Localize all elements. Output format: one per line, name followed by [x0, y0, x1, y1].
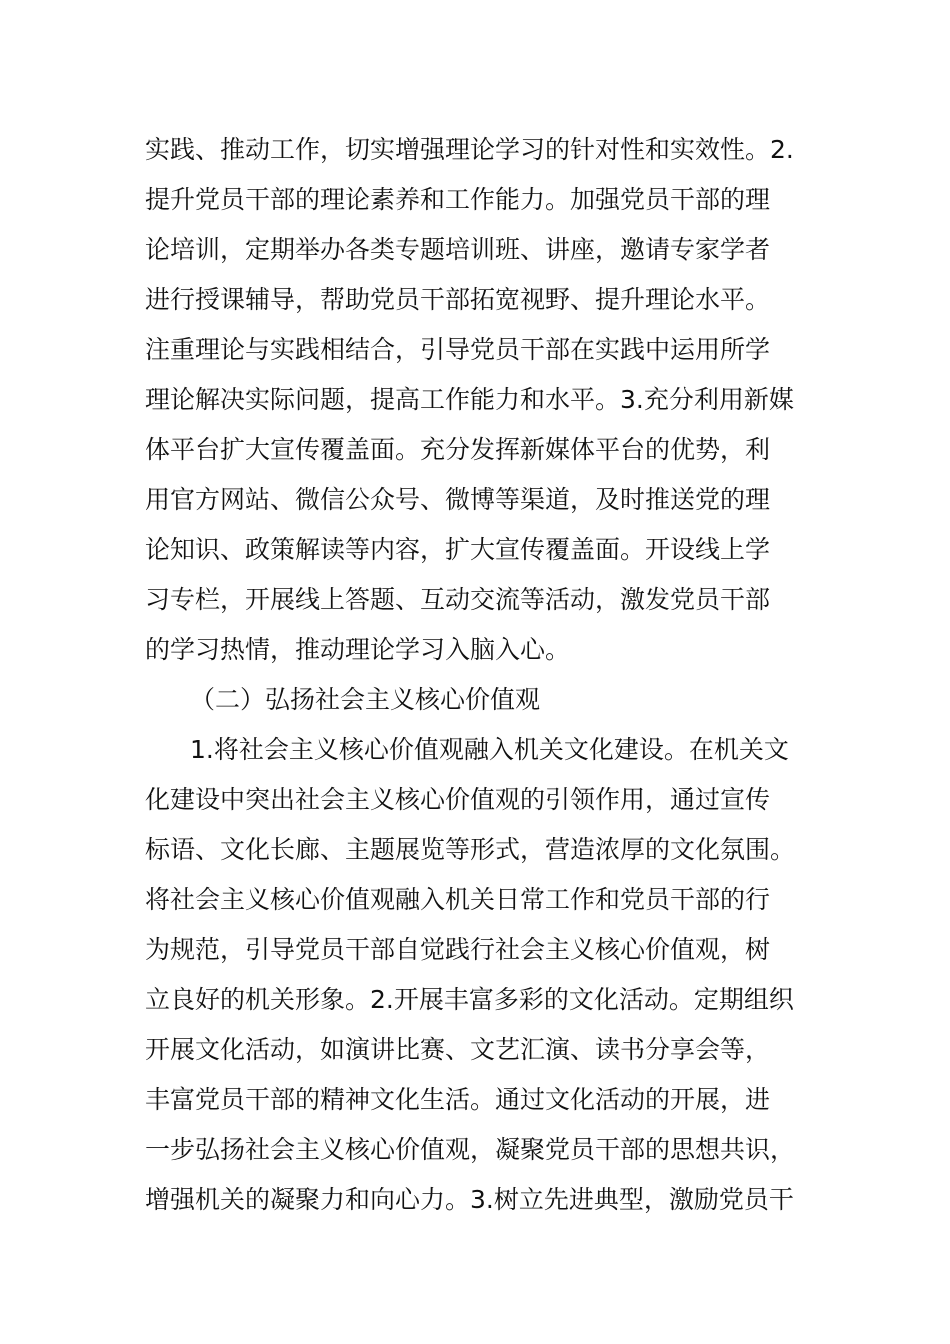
- text-line: 习专栏，开展线上答题、互动交流等活动，激发党员干部: [145, 585, 771, 614]
- text-line: 注重理论与实践相结合，引导党员干部在实践中运用所学: [145, 335, 771, 364]
- text-line: 实践、推动工作，切实增强理论学习的针对性和实效性。2.: [145, 135, 794, 164]
- text-line: 进行授课辅导，帮助党员干部拓宽视野、提升理论水平。: [145, 285, 771, 314]
- text-line: 丰富党员干部的精神文化生活。通过文化活动的开展，进: [145, 1085, 771, 1114]
- text-line: 论培训，定期举办各类专题培训班、讲座，邀请专家学者: [145, 235, 771, 264]
- text-line: 将社会主义核心价值观融入机关日常工作和党员干部的行: [145, 885, 771, 914]
- text-line: 立良好的机关形象。2.开展丰富多彩的文化活动。定期组织: [145, 985, 794, 1014]
- text-line: 用官方网站、微信公众号、微博等渠道，及时推送党的理: [145, 485, 771, 514]
- text-line: 标语、文化长廊、主题展览等形式，营造浓厚的文化氛围。: [145, 835, 796, 864]
- text-line: 提升党员干部的理论素养和工作能力。加强党员干部的理: [145, 185, 771, 214]
- body-text: [145, 125, 815, 1225]
- text-line: 一步弘扬社会主义核心价值观，凝聚党员干部的思想共识，: [145, 1135, 796, 1164]
- text-line: 的学习热情，推动理论学习入脑入心。: [145, 635, 571, 664]
- text-line: 化建设中突出社会主义核心价值观的引领作用，通过宣传: [145, 785, 771, 814]
- text-line: 论知识、政策解读等内容，扩大宣传覆盖面。开设线上学: [145, 535, 771, 564]
- section-heading: （二）弘扬社会主义核心价值观: [190, 685, 541, 714]
- text-line: 增强机关的凝聚力和向心力。3.树立先进典型，激励党员干: [145, 1185, 794, 1214]
- text-line: 为规范，引导党员干部自觉践行社会主义核心价值观，树: [145, 935, 771, 964]
- text-line: 理论解决实际问题，提高工作能力和水平。3.充分利用新媒: [145, 385, 794, 414]
- text-line: 体平台扩大宣传覆盖面。充分发挥新媒体平台的优势，利: [145, 435, 771, 464]
- text-line: 开展文化活动，如演讲比赛、文艺汇演、读书分享会等，: [145, 1035, 771, 1064]
- paragraph-first-line: 1.将社会主义核心价值观融入机关文化建设。在机关文: [190, 735, 789, 764]
